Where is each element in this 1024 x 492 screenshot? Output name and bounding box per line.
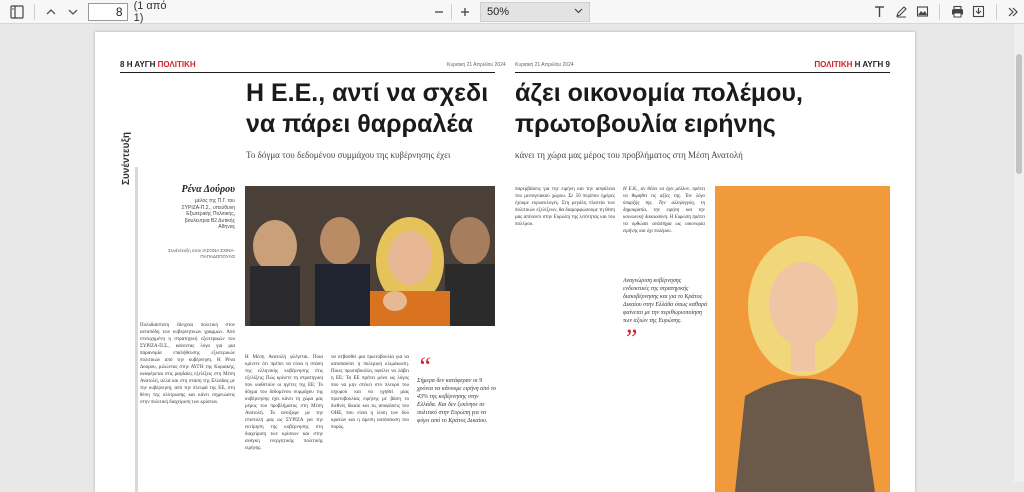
more-tools-icon[interactable] [1002,1,1024,23]
headline-left-line2: να πάρει θαρραλέα [246,110,473,138]
right-paper-name: Η ΑΥΓΗ [854,60,884,69]
newspaper-spread [95,32,915,492]
image-tool-icon[interactable] [912,1,934,23]
page-number-input[interactable] [88,3,128,21]
draw-tool-icon[interactable] [890,1,912,23]
author-name: Ρένα Δούρου [181,184,235,195]
print-icon[interactable] [946,1,968,23]
author-role: μέλος της Π.Γ. του ΣΥΡΙΖΑ-Π.Σ., υπεύθυνη Εξωτερικής Πολιτικής, βουλευτρια Β2 Δυτικής Αθήνας [181,198,235,230]
headline-right [515,78,803,140]
interview-photo [245,186,495,326]
pull-quote-left [417,352,497,425]
pdf-toolbar [0,0,1024,24]
text-tool-icon[interactable] [869,1,891,23]
zoom-select[interactable] [480,2,590,22]
interview-credit: Συνέντευξη στον ΙΑΣΟΝΑ ΣΧΙΝΑ-ΠΑΠΑΔΟΠΟΥΛΟ [168,248,235,259]
section-kicker: Συνέντευξη [121,132,132,186]
right-page-header [814,60,890,69]
vertical-scrollbar[interactable] [1014,24,1024,482]
left-header-rule [120,72,495,73]
subhead-right: κάνει τη χώρα μας μέρος του προβλήματος στη Μέση Ανατολή [515,150,743,160]
zoom-value: 50% [486,5,510,18]
zoom-dropdown-icon [574,6,583,18]
intro-column: Πολυδιάστατη έδειχναι πολιτική στον ανταπόδη των κυβερνητικών γραμμών. Από επιτυχημένη η στρατηγική εξωτερικών του ΣΥΡΙΖΑ-Π.Σ., κάνοντας λόγο για μια παρανομία επαλήθευσης εξωτερικών πολιτικών από την κυβέρνηση. Η Ρένα Δούρου, μιλώντας στην ΑΥΓΗ της Κυριακής, αναφέρεται στις ραγδαίες εξελίξεις στη Μέση Ανατολή, αλλά και στη στάση της Ελλάδας με την κυβέρνηση, από την πλευρά της ΕΕ, στη θέση της ολύτρωσης και κάνει σημειώσεις στην πολιτική διαχείριση των κρίσεων. [140,323,235,405]
pull-quote-left-text: Σήμερα δεν κατάφεραν οι 9 χρόνια να κάνουμε ειρήνη από το 43% της κυβέρνησης στην Ελλάδα. Και δεν ξεκίνησε σε πολιτικό στην Ευρώπη για να φύγει από το Κράτος Δικαίου. [417,378,496,424]
sidebar-toggle-icon[interactable] [6,1,28,23]
headline-left-line1: Η Ε.Ε., αντί να σχεδι [246,79,489,107]
toolbar-divider [34,4,35,20]
article-column-2: να σεβασθεί μια πρωτοβουλία για να καταπαύσει η πολεμική κλιμάκωση. Ποιες πρωτοβουλίες οφείλει να λάβει η ΕΕ; Τα ΕΕ πρέπει μόνο ως λόγος που να μην στέκει στο πλευρό του ισχυρού και να ηγηθεί μιας πρωτοβουλίας ειρήνης με βάση το διεθνές δίκαιο και τις αποφάσεις του ΟΗΕ, που είναι η λύση των δύο κρατών και η άμεση κατάπαυση του πυρός. [331,355,409,430]
page-count-label: (1 από 1) [133,0,167,24]
quote-mark-icon: ” [623,324,638,353]
kicker-bar [135,167,138,492]
subhead-left: Το δόγμα του δεδομένου συμμάχου της κυβέρνησης έχει [246,150,451,160]
pull-quote-right-text: Αναγνώριση κυβέρνησης ενδεικτικές της στρατηγικής διακυβέρνησης και για το Κράτος Δικαίου στην Ελλάδα όπως καθαρά φαίνεται με την περιθωριοποίηση των αξιών της Ευρώπης. [623,278,708,324]
left-section-name: ΠΟΛΙΤΙΚΗ [157,60,196,69]
right-page-date: Κυριακή 21 Απριλίου 2024 [515,62,574,68]
article-column-4: Η Ε.Κ., αν θέλει να έχει μέλλον, πρέπει να θυμηθεί τις αξίες της. Τον λόγο ύπαρξής της. Την αλληλεγγύη, τη δημοκρατία, την ειρήνη και την κοινωνική δικαιοσύνη. Η Ευρώπη πρέπει να ορθώσει ανάστημα ως οικονομία ειρήνης και όχι πολέμου. [623,187,705,234]
left-page-date: Κυριακή 21 Απριλίου 2024 [447,62,506,68]
quote-mark-icon: “ [417,352,432,381]
scrollbar-thumb[interactable] [1016,54,1022,174]
pull-quote-right [623,277,708,353]
page-up-icon[interactable] [41,1,63,23]
portrait-photo-image [715,186,890,492]
portrait-photo [715,186,890,492]
interview-photo-image [245,186,495,326]
page-down-icon[interactable] [62,1,84,23]
article-column-1: Η Μέση Ανατολή φλέγεται. Ποια κρίνετε ότι πρέπει να είναι η στάση της ελληνικής κυβέρνησης στις εξελίξεις; Πώς κρίνετε τη στρατηγική που υιοθετούν οι ηγέτες της ΕΕ; Το δόγμα του δεδομένου συμμάχου της κυβέρνησης έχει κάνει τη χώρα μας μέρος του προβλήματος στη Μέση Ανατολή. Το ανοίξαμε με την επιστολή μας ως ΣΥΡΙΖΑ για την εκτίμηση της κυβέρνησης στη διαχείριση των κρίσεων και στην ανάγκη ενεργητικής πολιτικής ειρήνης. [245,355,323,451]
save-icon[interactable] [968,1,990,23]
toolbar-divider [451,4,452,20]
right-section-name: ΠΟΛΙΤΙΚΗ [814,60,853,69]
author-block [175,184,235,231]
right-header-rule [515,72,890,73]
toolbar-divider [996,4,997,20]
right-page-number: 9 [885,60,890,69]
left-page-number: 8 [120,60,125,69]
headline-right-line1: άζει οικονομία πολέμου, [515,79,803,107]
headline-left [246,78,488,140]
headline-right-line2: πρωτοβουλία ειρήνης [515,110,776,138]
article-column-3: παρεμβάσεις για την ειρήνη και την ασφάλεια του μεσογειακού χώρου. Σε 50 περίπου ημέρες έχουμε ευρωεκλογές. Στη μεγάλη πλατεία των πολιτικών εξελίξεων, θα διαμορφώσουμε τη θέση μας απέναντι στην Ευρώπη της λιτότητας και του πολέμου. [515,187,615,227]
zoom-in-icon[interactable] [454,1,476,23]
zoom-out-icon[interactable] [428,1,450,23]
left-page-header [120,60,196,69]
left-paper-name: Η ΑΥΓΗ [126,60,156,69]
toolbar-divider [939,4,940,20]
